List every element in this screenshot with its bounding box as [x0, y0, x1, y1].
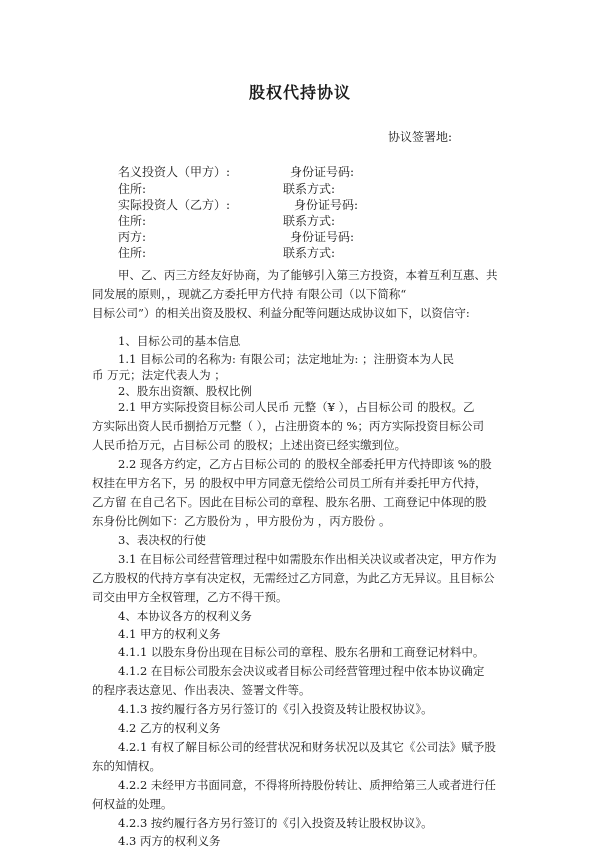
- body-line: 同发展的原则，，现就乙方委托甲方代持 有限公司（以下简称“: [92, 287, 407, 301]
- body-line: 甲、乙、丙三方经友好协商，为了能够引入第三方投资，本着互利互惠、共: [118, 268, 498, 282]
- section-heading: 4、本协议各方的权利义务: [118, 609, 252, 623]
- party-left-label: 实际投资人（乙方）:: [118, 198, 231, 212]
- subsection-heading: 4.3 丙方的权利义务: [118, 834, 221, 848]
- body-line: 的程序表达意见、作出表决、签署文件等。: [92, 683, 311, 697]
- body-line: 东身份比例如下：乙方股份为 ，甲方股份为 ，丙方股份 。: [92, 514, 391, 528]
- body-line: 乙方留 在自己名下。因此在目标公司的章程、股东名册、工商登记中体现的股: [92, 495, 487, 509]
- body-line: 人民币拾万元，占目标公司 的股权；上述出资已经实缴到位。: [92, 438, 407, 452]
- section-heading: 2、股东出资额、股权比例: [118, 384, 252, 398]
- section-heading: 1、目标公司的基本信息: [118, 334, 241, 348]
- party-right-label: 身份证号码:: [294, 198, 359, 212]
- body-line: 3.1 在目标公司经营管理过程中如需股东作出相关决议或者决定，甲方作为: [118, 552, 497, 566]
- body-line: 何权益的处理。: [92, 797, 173, 811]
- party-right-label: 身份证号码:: [290, 230, 355, 244]
- party-right-label: 联系方式:: [283, 182, 336, 196]
- body-line: 4.1.1 以股东身份出现在目标公司的章程、股东名册和工商登记材料中。: [118, 645, 485, 659]
- body-line: 4.2.2 未经甲方书面同意，不得将所持股份转让、质押给第三人或者进行任: [118, 778, 496, 792]
- section-heading: 3、表决权的行使: [118, 533, 206, 547]
- body-line: 4.2.1 有权了解目标公司的经营状况和财务状况以及其它《公司法》赋予股: [118, 740, 496, 754]
- body-line: 4.2.3 按约履行各方另行签订的《引入投资及转让股权协议》。: [118, 816, 433, 830]
- body-line: 4.1.2 在目标公司股东会决议或者目标公司经营管理过程中依本协议确定: [118, 664, 485, 678]
- body-line: 目标公司”）的相关出资及股权、利益分配等问题达成协议如下，以资信守:: [92, 306, 470, 320]
- subsection-heading: 4.2 乙方的权利义务: [118, 721, 221, 735]
- document-title: 股权代持协议: [248, 83, 351, 102]
- body-line: 东的知情权。: [92, 759, 161, 773]
- body-line: 1.1 目标公司的名称为: 有限公司；法定地址为: ；注册资本为人民: [118, 352, 455, 366]
- body-line: 方实际出资人民币捌拾万元整（ ），占注册资本的 %；丙方实际投资目标公司: [92, 419, 484, 433]
- party-left-label: 名义投资人（甲方）:: [118, 165, 231, 179]
- body-line: 币 万元；法定代表人为 ；: [92, 368, 226, 382]
- body-line: 权挂在甲方名下，另 的股权中甲方同意无偿给公司员工所有并委托甲方代持，: [92, 476, 487, 490]
- sign-place-label: 协议签署地:: [388, 130, 453, 144]
- body-line: 4.1.3 按约履行各方另行签订的《引入投资及转让股权协议》。: [118, 702, 433, 716]
- party-right-label: 联系方式:: [283, 246, 336, 260]
- party-left-label: 住所:: [118, 246, 147, 260]
- party-left-label: 住所:: [118, 214, 147, 228]
- body-line: 司交由甲方全权管理，乙方不得干预。: [92, 590, 288, 604]
- body-line: 乙方股权的代持方享有决定权，无需经过乙方同意，为此乙方无异议。且目标公: [92, 571, 495, 585]
- subsection-heading: 4.1 甲方的权利义务: [118, 627, 221, 641]
- party-left-label: 住所:: [118, 182, 147, 196]
- body-line: 2.2 现各方约定，乙方占目标公司的 的股权全部委托甲方代持即该 %的股: [118, 457, 492, 471]
- body-line: 2.1 甲方实际投资目标公司人民币 元整（¥ ），占目标公司 的股权。乙: [118, 400, 475, 414]
- party-right-label: 联系方式:: [283, 214, 336, 228]
- party-right-label: 身份证号码:: [290, 165, 355, 179]
- party-left-label: 丙方:: [118, 230, 147, 244]
